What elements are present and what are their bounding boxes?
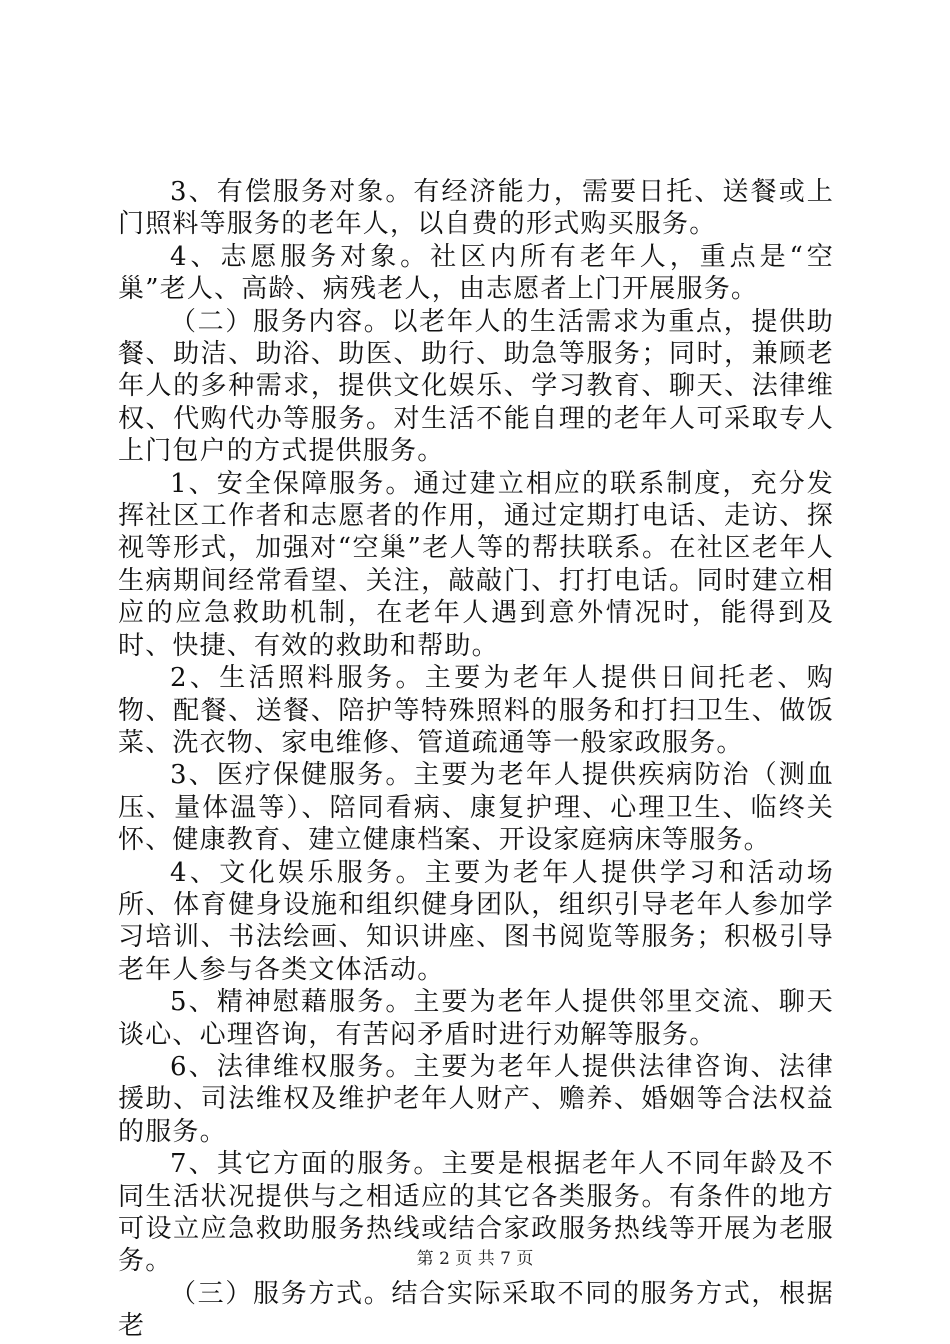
paragraph-safety-service: 1、安全保障服务。通过建立相应的联系制度，充分发挥社区工作者和志愿者的作用，通过定期打电话、走访、探视等形式，加强对“空巢”老人等的帮扶联系。在社区老年人生病期间经常看望、关注，敲敲门、打打电话。同时建立相应的应急救助机制，在老年人遇到意外情况时，能得到及时、快捷、有效的救助和帮助。: [118, 468, 834, 661]
paragraph-service-content: （二）服务内容。以老年人的生活需求为重点，提供助餐、助洁、助浴、助医、助行、助急等服务；同时，兼顾老年人的多种需求，提供文化娱乐、学习教育、聊天、法律维权、代购代办等服务。对生活不能自理的老年人可采取专人上门包户的方式提供服务。: [118, 306, 834, 467]
paragraph-paid-service-targets: 3、有偿服务对象。有经济能力，需要日托、送餐或上门照料等服务的老年人，以自费的形式购买服务。: [118, 177, 834, 240]
paragraph-medical-service: 3、医疗保健服务。主要为老年人提供疾病防治（测血压、量体温等）、陪同看病、康复护理、心理卫生、临终关怀、健康教育、建立健康档案、开设家庭病床等服务。: [118, 760, 834, 856]
document-body: [118, 176, 834, 1343]
paragraph-daily-care-service: 2、生活照料服务。主要为老年人提供日间托老、购物、配餐、送餐、陪护等特殊照料的服务和打扫卫生、做饭菜、洗衣物、家电维修、管道疏通等一般家政服务。: [118, 663, 834, 758]
paragraph-spiritual-service: 5、精神慰藉服务。主要为老年人提供邻里交流、聊天谈心、心理咨询，有苦闷矛盾时进行劝解等服务。: [118, 987, 834, 1050]
paragraph-legal-service: 6、法律维权服务。主要为老年人提供法律咨询、法律援助、司法维权及维护老年人财产、赡养、婚姻等合法权益的服务。: [118, 1051, 834, 1147]
page-number-footer: 第 2 页 共 7 页: [416, 1249, 534, 1269]
paragraph-service-method: （三）服务方式。结合实际采取不同的服务方式，根据老: [118, 1278, 834, 1342]
paragraph-culture-service: 4、文化娱乐服务。主要为老年人提供学习和活动场所、体育健身设施和组织健身团队，组织引导老年人参加学习培训、书法绘画、知识讲座、图书阅览等服务；积极引导老年人参与各类文体活动。: [118, 857, 834, 985]
paragraph-volunteer-service-targets: 4、志愿服务对象。社区内所有老年人，重点是“空巢”老人、高龄、病残老人，由志愿者上门开展服务。: [118, 241, 834, 305]
paragraph-other-service: 7、其它方面的服务。主要是根据老年人不同年龄及不同生活状况提供与之相适应的其它各类服务。有条件的地方可设立应急救助服务热线或结合家政服务热线等开展为老服务。: [118, 1149, 834, 1277]
